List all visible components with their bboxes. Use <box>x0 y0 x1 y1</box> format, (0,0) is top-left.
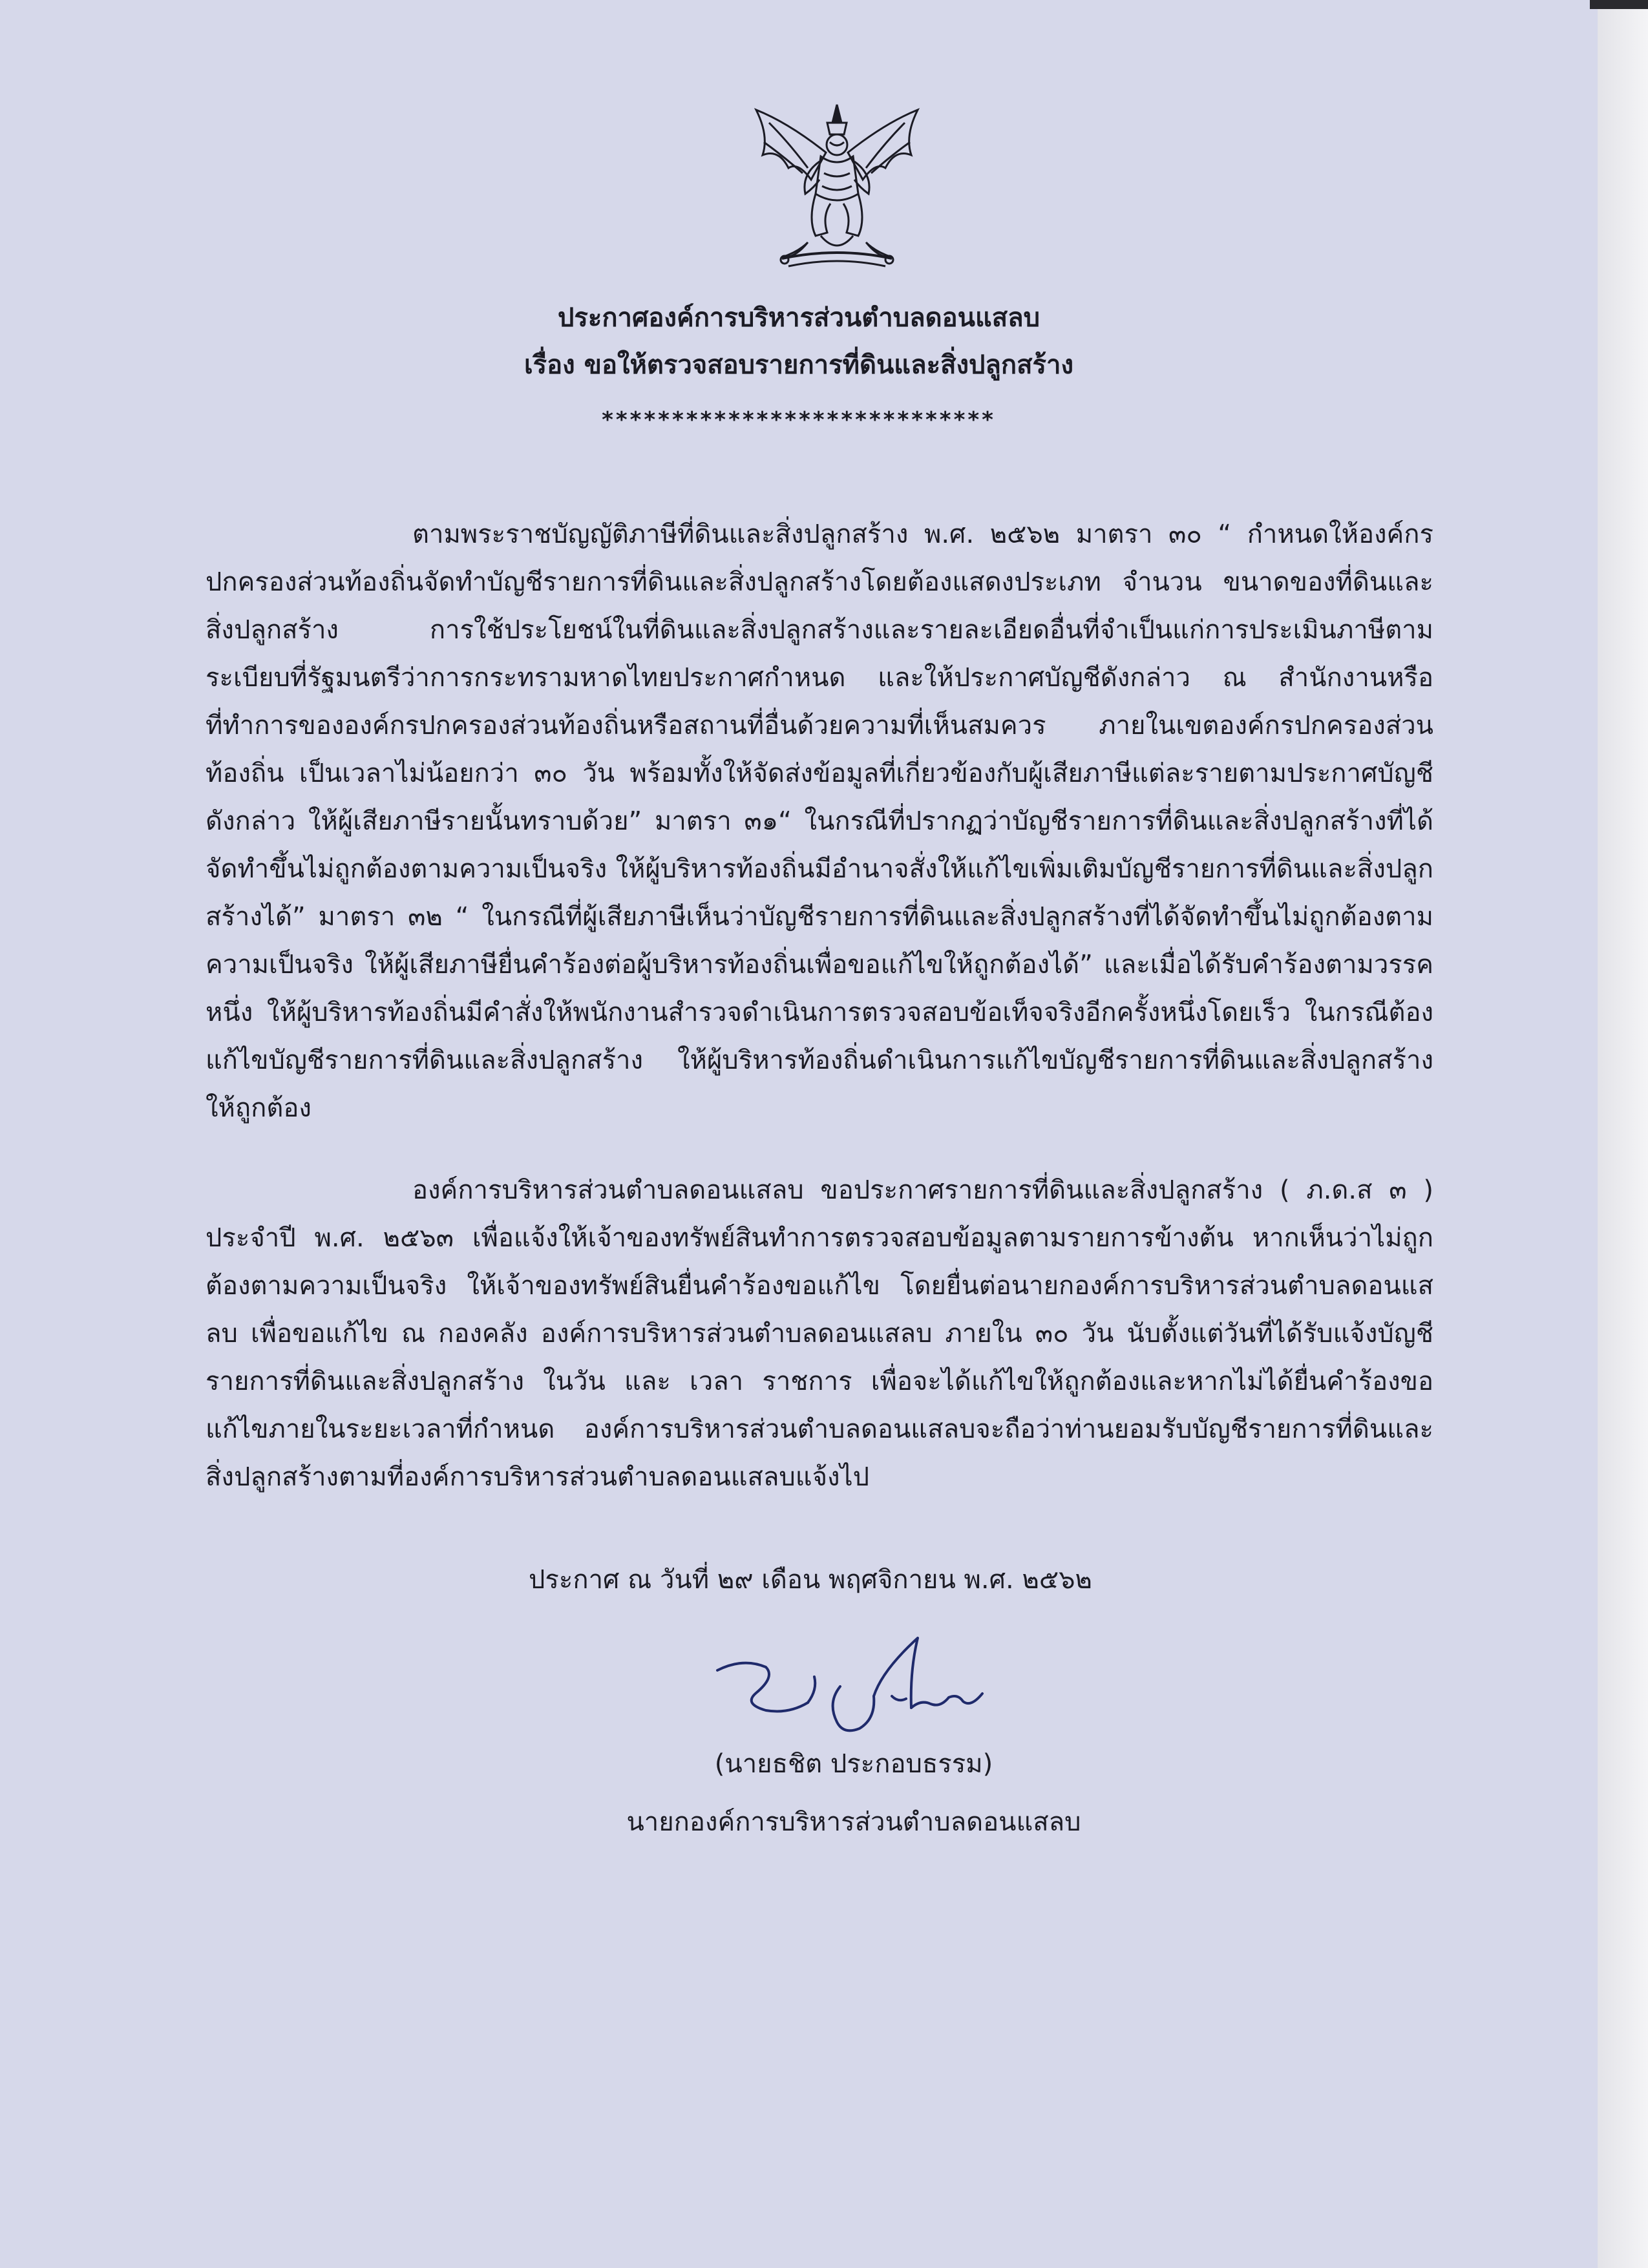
announcement-title: ประกาศองค์การบริหารส่วนตำบลดอนแสลบ <box>557 303 1041 333</box>
title-separator: **************************** <box>602 407 996 433</box>
signatory-name: (นายธชิต ประกอบธรรม) <box>714 1749 993 1779</box>
handwritten-signature-icon <box>704 1632 1008 1741</box>
announcement-subject: เรื่อง ขอให้ตรวจสอบรายการที่ดินและสิ่งปลูกสร้าง <box>523 350 1074 380</box>
scan-corner-mark <box>1590 0 1648 9</box>
body-paragraph-2: องค์การบริหารส่วนตำบลดอนแสลบ ขอประกาศรายการที่ดินและสิ่งปลูกสร้าง ( ภ.ด.ส ๓ ) ประจำปี พ.ศ. ๒๕๖๓ เพื่อแจ้งให้เจ้าของทรัพย์สินทำการตรวจสอบข้อมูลตามรายการข้างต้น หากเห็นว่าไม่ถูกต้องตามความเป็นจริง ให้เจ้าของทรัพย์สินยื่นคำร้องขอแก้ไข โดยยื่นต่อนายกองค์การบริหารส่วนตำบลดอนแสลบ เพื่อขอแก้ไข ณ กองคลัง องค์การบริหารส่วนตำบลดอนแสลบ ภายใน ๓๐ วัน นับตั้งแต่วันที่ได้รับแจ้งบัญชีรายการที่ดินและสิ่งปลูกสร้าง ในวัน และ เวลา ราชการ เพื่อจะได้แก้ไขให้ถูกต้องและหากไม่ได้ยื่นคำร้องขอแก้ไขภายในระยะเวลาที่กำหนด องค์การบริหารส่วนตำบลดอนแสลบจะถือว่าท่านยอมรับบัญชีรายการที่ดินและสิ่งปลูกสร้างตามที่องค์การบริหารส่วนตำบลดอนแสลบแจ้งไป <box>206 1175 1433 1492</box>
signatory-position: นายกองค์การบริหารส่วนตำบลดอนแสลบ <box>626 1807 1081 1837</box>
scan-border <box>1598 0 1648 2268</box>
announcement-date: ประกาศ ณ วันที่ ๒๙ เดือน พฤศจิกายน พ.ศ. ๒๕๖๒ <box>529 1565 1092 1595</box>
body-paragraph-1: ตามพระราชบัญญัติภาษีที่ดินและสิ่งปลูกสร้าง พ.ศ. ๒๕๖๒ มาตรา ๓๐ “ กำหนดให้องค์กรปกครองส่วนท้องถิ่นจัดทำบัญชีรายการที่ดินและสิ่งปลูกสร้างโดยต้องแสดงประเภท จำนวน ขนาดของที่ดินและสิ่งปลูกสร้าง การใช้ประโยชน์ในที่ดินและสิ่งปลูกสร้างและรายละเอียดอื่นที่จำเป็นแก่การประเมินภาษีตามระเบียบที่รัฐมนตรีว่าการกระทรามหาดไทยประกาศกำหนด และให้ประกาศบัญชีดังกล่าว ณ สำนักงานหรือที่ทำการขององค์กรปกครองส่วนท้องถิ่นหรือสถานที่อื่นด้วยความที่เห็นสมควร ภายในเขตองค์กรปกครองส่วนท้องถิ่น เป็นเวลาไม่น้อยกว่า ๓๐ วัน พร้อมทั้งให้จัดส่งข้อมูลที่เกี่ยวข้องกับผู้เสียภาษีแต่ละรายตามประกาศบัญชีดังกล่าว ให้ผู้เสียภาษีรายนั้นทราบด้วย” มาตรา ๓๑“ ในกรณีที่ปรากฏว่าบัญชีรายการที่ดินและสิ่งปลูกสร้างที่ได้จัดทำขึ้นไม่ถูกต้องตามความเป็นจริง ให้ผู้บริหารท้องถิ่นมีอำนาจสั่งให้แก้ไขเพิ่มเติมบัญชีรายการที่ดินและสิ่งปลูกสร้างได้” มาตรา ๓๒ “ ในกรณีที่ผู้เสียภาษีเห็นว่าบัญชีรายการที่ดินและสิ่งปลูกสร้างที่ได้จัดทำขึ้นไม่ถูกต้องตามความเป็นจริง ให้ผู้เสียภาษียื่นคำร้องต่อผู้บริหารท้องถิ่นเพื่อขอแก้ไขให้ถูกต้องได้” และเมื่อได้รับคำร้องตามวรรคหนึ่ง ให้ผู้บริหารท้องถิ่นมีคำสั่งให้พนักงานสำรวจดำเนินการตรวจสอบข้อเท็จจริงอีกครั้งหนึ่งโดยเร็ว ในกรณีต้องแก้ไขบัญชีรายการที่ดินและสิ่งปลูกสร้าง ให้ผู้บริหารท้องถิ่นดำเนินการแก้ไขบัญชีรายการที่ดินและสิ่งปลูกสร้างให้ถูกต้อง <box>206 520 1434 1123</box>
garuda-emblem-icon <box>743 97 931 284</box>
